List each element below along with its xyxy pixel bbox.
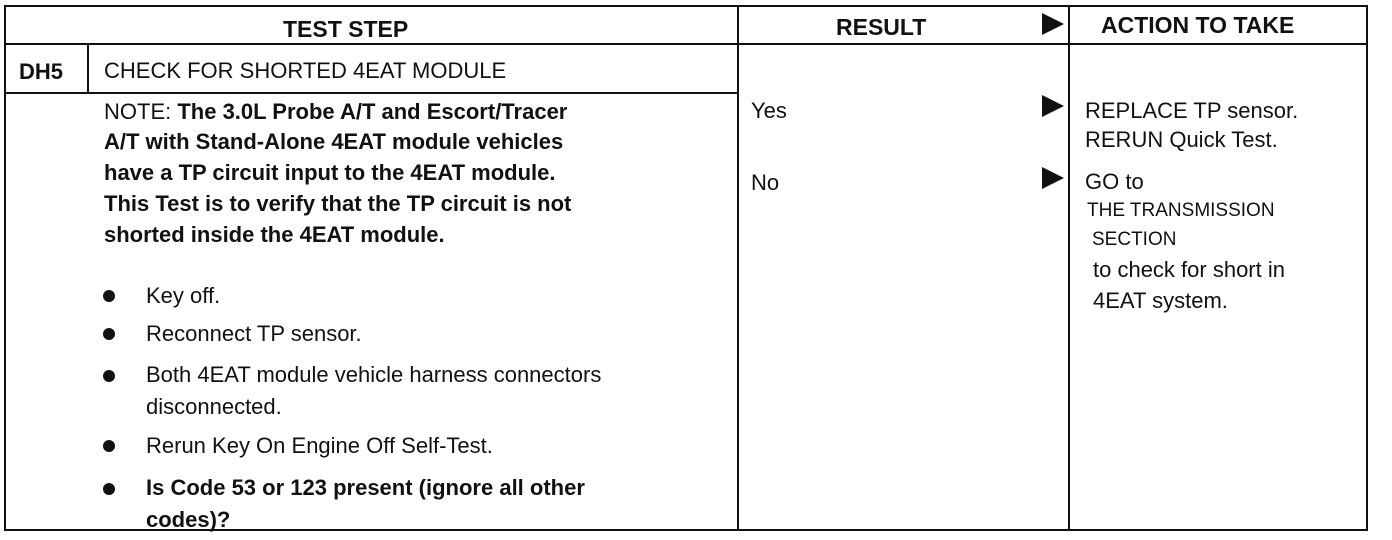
action-yes-line-1: REPLACE TP sensor. — [1085, 98, 1299, 123]
action-no-section-line-1: THE TRANSMISSION — [1087, 200, 1275, 221]
bullet-reconnect-tp: Reconnect TP sensor. — [146, 321, 362, 346]
bullet-harness-line-1: Both 4EAT module vehicle harness connectors — [146, 362, 602, 387]
action-no-tail-line-2: 4EAT system. — [1093, 288, 1228, 313]
bullet-question-line-2: codes)? — [146, 507, 231, 532]
header-result: RESULT — [836, 14, 927, 40]
note-line-5: shorted inside the 4EAT module. — [104, 222, 445, 247]
note-line-3: have a TP circuit input to the 4EAT module. — [104, 160, 556, 185]
column-divider-step-result — [737, 5, 739, 531]
column-divider-result-action — [1068, 5, 1070, 531]
bullet-key-off: Key off. — [146, 283, 221, 308]
filled-circle-bullet-icon — [103, 440, 115, 452]
title-row-divider — [4, 92, 739, 94]
bullet-rerun-koeo: Rerun Key On Engine Off Self-Test. — [146, 433, 493, 458]
note-prefix: NOTE: — [104, 99, 172, 124]
action-no-tail-line-1: to check for short in — [1093, 257, 1285, 282]
result-no: No — [751, 170, 780, 195]
step-title: CHECK FOR SHORTED 4EAT MODULE — [104, 58, 507, 83]
header-action-to-take: ACTION TO TAKE — [1101, 12, 1295, 38]
right-triangle-arrow-icon — [1042, 13, 1064, 35]
result-yes: Yes — [751, 98, 787, 123]
step-code: DH5 — [19, 59, 64, 84]
action-no-go-to: GO to — [1085, 169, 1144, 194]
filled-circle-bullet-icon — [103, 328, 115, 340]
header-divider — [4, 43, 1368, 45]
note-line-4: This Test is to verify that the TP circuit is not — [104, 191, 572, 216]
action-yes-line-2: RERUN Quick Test. — [1085, 127, 1278, 152]
note-line-2: A/T with Stand-Alone 4EAT module vehicles — [104, 129, 564, 154]
action-no-section-line-2: SECTION — [1092, 229, 1177, 250]
right-triangle-arrow-icon — [1042, 95, 1064, 117]
note-text-1: The 3.0L Probe A/T and Escort/Tracer — [171, 99, 568, 124]
note-line-1 — [104, 99, 567, 125]
right-triangle-arrow-icon — [1042, 167, 1064, 189]
filled-circle-bullet-icon — [103, 483, 115, 495]
header-test-step: TEST STEP — [283, 16, 409, 42]
filled-circle-bullet-icon — [103, 290, 115, 302]
bullet-question-line-1: Is Code 53 or 123 present (ignore all other — [146, 475, 585, 500]
code-cell-divider — [87, 43, 89, 93]
filled-circle-bullet-icon — [103, 370, 115, 382]
bullet-harness-line-2: disconnected. — [146, 394, 282, 419]
